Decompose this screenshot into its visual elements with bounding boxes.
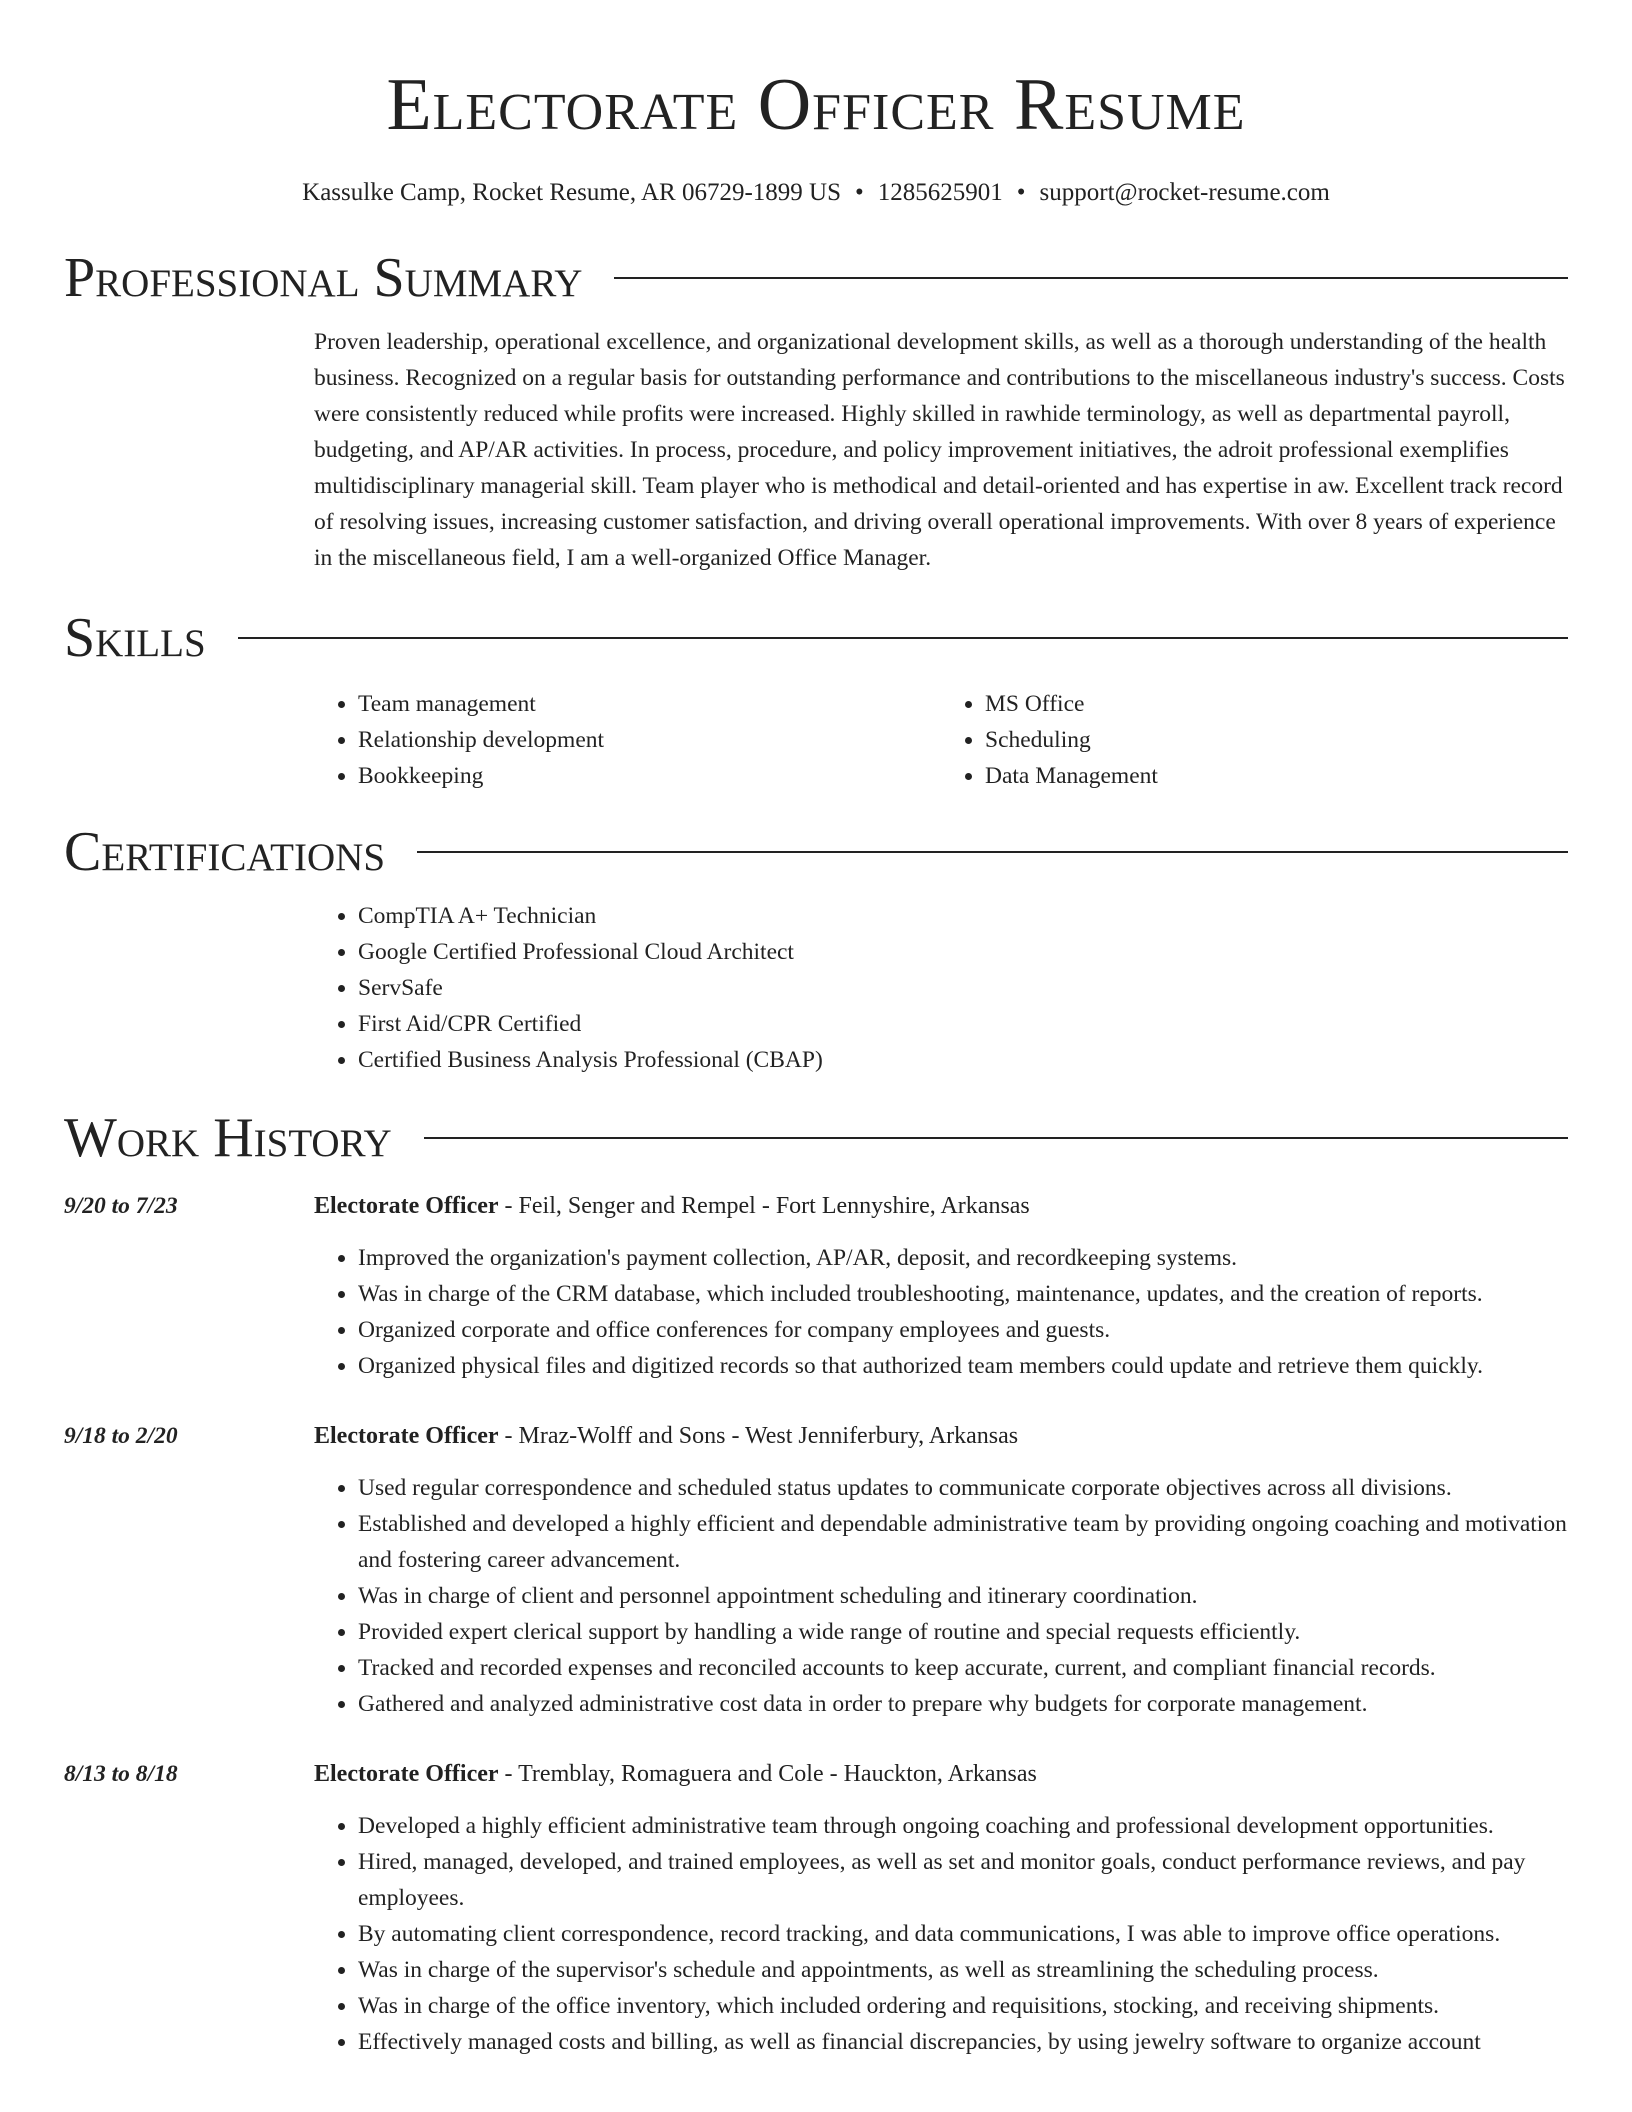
section-title-work-history: Work History [64, 1107, 392, 1169]
job-dates: 8/13 to 8/18 [64, 1761, 178, 1787]
job-bullet: • Organized corporate and office conferences for company employees and guests. [358, 1312, 1568, 1348]
job-bullet: • Was in charge of the office inventory, which included ordering and requisitions, stocking, and receiving shipments. [358, 1988, 1568, 2024]
skills-list-left [314, 686, 941, 794]
job-dates: 9/18 to 2/20 [64, 1423, 178, 1449]
job-entry [64, 1756, 1568, 2060]
job-bullet: • Hired, managed, developed, and trained employees, as well as set and monitor goals, conduct performance reviews, and pay employees. [358, 1844, 1568, 1916]
section-title-skills: Skills [64, 607, 206, 669]
contact-phone: 1285625901 [877, 179, 1003, 206]
job-bullets [314, 1240, 1568, 1384]
job-employer-location: - Tremblay, Romaguera and Cole - Hauckton, Arkansas [498, 1761, 1037, 1787]
certifications-block [314, 898, 1568, 1078]
job-bullet: • Improved the organization's payment collection, AP/AR, deposit, and recordkeeping systems. [358, 1240, 1568, 1276]
job-heading [314, 1188, 1568, 1224]
job-bullet: • Gathered and analyzed administrative cost data in order to prepare why budgets for corporate management. [358, 1686, 1568, 1722]
job-bullet: • Was in charge of the supervisor's schedule and appointments, as well as streamlining the scheduling process. [358, 1952, 1568, 1988]
work-history-list [64, 1188, 1568, 2060]
job-body [314, 1756, 1568, 2060]
job-employer-location: - Feil, Senger and Rempel - Fort Lennyshire, Arkansas [498, 1193, 1030, 1219]
certifications-list [314, 898, 1568, 1078]
section-divider [424, 1137, 1568, 1139]
resume-title: Electorate Officer Resume [386, 64, 1246, 146]
certification-item: • Certified Business Analysis Professional (CBAP) [358, 1042, 1568, 1078]
section-header-skills [64, 606, 1568, 670]
job-body [314, 1188, 1568, 1384]
job-bullets [314, 1808, 1568, 2060]
section-header-work-history [64, 1106, 1568, 1170]
skills-columns [314, 686, 1568, 794]
skill-item: • Scheduling [985, 722, 1568, 758]
job-bullet: • Used regular correspondence and scheduled status updates to communicate corporate objectives across all divisions. [358, 1470, 1568, 1506]
section-divider [417, 851, 1568, 853]
job-body [314, 1418, 1568, 1722]
certification-item: • CompTIA A+ Technician [358, 898, 1568, 934]
contact-separator: • [1016, 179, 1026, 206]
job-bullets [314, 1470, 1568, 1722]
skill-item: • Team management [358, 686, 941, 722]
job-bullet: • Effectively managed costs and billing, as well as financial discrepancies, by using jewelry software to organize account [358, 2024, 1568, 2060]
job-bullet: • Established and developed a highly efficient and dependable administrative team by providing ongoing coaching and motivation and fostering career advancement. [358, 1506, 1568, 1578]
job-employer-location: - Mraz-Wolff and Sons - West Jenniferbury, Arkansas [498, 1423, 1019, 1449]
contact-separator: • [855, 179, 864, 206]
section-header-summary [64, 246, 1568, 310]
contact-address: Kassulke Camp, Rocket Resume, AR 06729-1899 US [302, 179, 842, 206]
job-title: Electorate Officer [314, 1193, 499, 1219]
skill-item: • Bookkeeping [358, 758, 941, 794]
job-bullet: • Was in charge of client and personnel appointment scheduling and itinerary coordination. [358, 1578, 1568, 1614]
skill-item: • Relationship development [358, 722, 941, 758]
skill-item: • MS Office [985, 686, 1568, 722]
contact-line [64, 178, 1568, 208]
certification-item: • Google Certified Professional Cloud Architect [358, 934, 1568, 970]
section-divider [238, 637, 1568, 639]
summary-text: Proven leadership, operational excellence, and organizational development skills, as well as a thorough understanding of the health business. Recognized on a regular basis for outstanding performance and contributions to the miscellaneous industry's success. Costs were consistently reduced while profits were increased. Highly skilled in rawhide terminology, as well as departmental payroll, budgeting, and AP/AR activities. In process, procedure, and policy improvement initiatives, the adroit professional exemplifies multidisciplinary managerial skill. Team player who is methodical and detail-oriented and has expertise in aw. Excellent track record of resolving issues, increasing customer satisfaction, and driving overall operational improvements. With over 8 years of experience in the miscellaneous field, I am a well-organized Office Manager. [314, 329, 1565, 571]
job-entry [64, 1188, 1568, 1384]
job-heading [314, 1756, 1568, 1792]
job-entry [64, 1418, 1568, 1722]
job-title: Electorate Officer [314, 1423, 499, 1449]
job-bullet: • Developed a highly efficient administrative team through ongoing coaching and professional development opportunities. [358, 1808, 1568, 1844]
job-dates: 9/20 to 7/23 [64, 1193, 178, 1219]
job-heading [314, 1418, 1568, 1454]
skills-list-right [941, 686, 1568, 794]
section-title-certifications: Certifications [64, 821, 386, 883]
job-bullet: • Tracked and recorded expenses and reconciled accounts to keep accurate, current, and compliant financial records. [358, 1650, 1568, 1686]
job-bullet: • By automating client correspondence, record tracking, and data communications, I was able to improve office operations. [358, 1916, 1568, 1952]
job-bullet: • Organized physical files and digitized records so that authorized team members could update and retrieve them quickly. [358, 1348, 1568, 1384]
job-title: Electorate Officer [314, 1761, 499, 1787]
job-bullet: • Provided expert clerical support by handling a wide range of routine and special requests efficiently. [358, 1614, 1568, 1650]
certification-item: • ServSafe [358, 970, 1568, 1006]
section-divider [614, 277, 1568, 279]
certification-item: • First Aid/CPR Certified [358, 1006, 1568, 1042]
section-header-certifications [64, 820, 1568, 884]
contact-email: support@rocket-resume.com [1039, 179, 1330, 206]
skill-item: • Data Management [985, 758, 1568, 794]
job-bullet: • Was in charge of the CRM database, which included troubleshooting, maintenance, updates, and the creation of reports. [358, 1276, 1568, 1312]
section-title-summary: Professional Summary [64, 247, 583, 309]
